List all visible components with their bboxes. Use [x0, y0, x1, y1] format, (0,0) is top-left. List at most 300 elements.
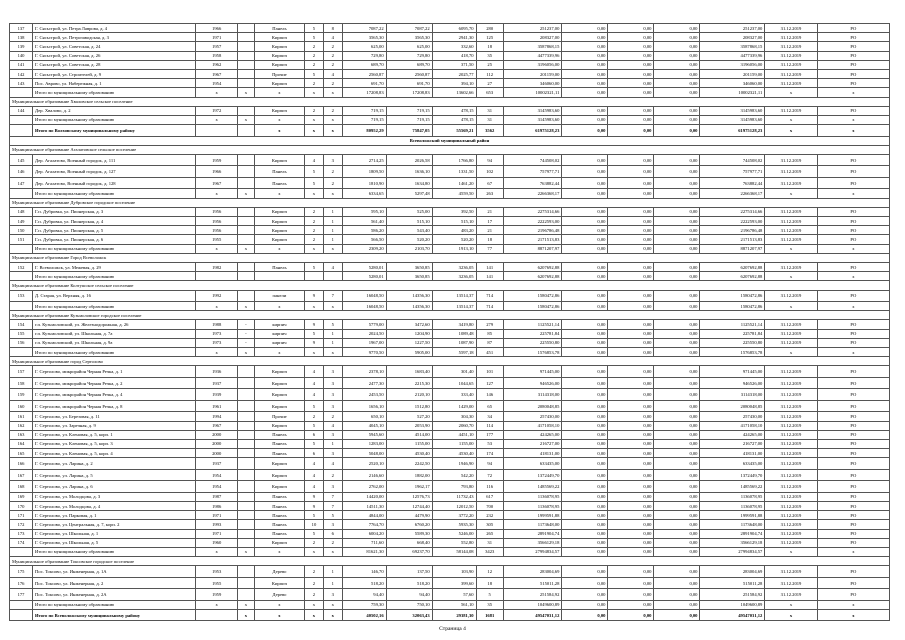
cell-col-1: 156: [10, 338, 33, 347]
cell-col-18: РО: [817, 511, 889, 520]
cell-col-8: 691,70: [342, 79, 386, 88]
cell-col-17: 31.12.2019: [765, 217, 817, 226]
cell-col-14: 0,00: [608, 51, 654, 60]
cell-col-10: 1461,20: [432, 177, 476, 189]
cell-col-5: Кирпич: [254, 51, 304, 60]
cell-col-3: 1955: [196, 235, 238, 244]
cell-col-18: РО: [817, 320, 889, 329]
table-row: [10, 235, 890, 244]
cell-col-18: х: [817, 125, 889, 137]
cell-col-1: 161: [10, 412, 33, 421]
cell-col-16: 346060,00: [700, 79, 765, 88]
cell-col-10: 2025,77: [432, 69, 476, 78]
cell-col-14: 0,00: [608, 469, 654, 481]
cell-col-4: [238, 520, 255, 529]
cell-col-3: 1994: [196, 412, 238, 421]
cell-col-15: 0,00: [654, 430, 700, 439]
cell-col-13: 0,00: [562, 125, 608, 137]
cell-col-11: 617: [476, 492, 503, 501]
cell-col-18: РО: [817, 24, 889, 33]
cell-col-10: 3236,05: [432, 272, 476, 281]
municipality-heading: Муниципальное образование Колтушское сельское поселение: [10, 281, 890, 290]
cell-col-6: 2: [305, 106, 324, 115]
cell-col-5: Кирпич: [254, 79, 304, 88]
cell-col-7: 3: [323, 366, 342, 378]
cell-col-11: 305: [476, 520, 503, 529]
cell-col-5: х: [254, 189, 304, 198]
cell-col-2: Дер. Агалатово, Военный городок, д. 111: [33, 154, 196, 166]
cell-col-5: Панель: [254, 511, 304, 520]
cell-col-15: 0,00: [654, 177, 700, 189]
cell-col-10: 515,10: [432, 217, 476, 226]
cell-col-4: [238, 42, 255, 51]
cell-col-7: 2: [323, 106, 342, 115]
cell-col-4: х: [238, 88, 255, 97]
cell-col-17: х: [765, 302, 817, 311]
cell-col-2: Г. Сертолово, микрорайон Черная Речка, д. 1: [33, 366, 196, 378]
cell-col-15: 0,00: [654, 492, 700, 501]
cell-col-3: х: [196, 600, 238, 609]
cell-col-12: 763882,44: [503, 177, 562, 189]
cell-col-10: 483,20: [432, 226, 476, 235]
cell-col-4: [238, 366, 255, 378]
cell-col-12: 27994834,57: [503, 547, 562, 556]
cell-col-10: 332,60: [432, 42, 476, 51]
cell-col-11: 714: [476, 302, 503, 311]
cell-col-10: 6095,70: [432, 24, 476, 33]
cell-col-12: 418131,00: [503, 449, 562, 458]
cell-col-16: 2222593,00: [700, 217, 765, 226]
cell-col-18: РО: [817, 400, 889, 412]
cell-col-12: 2266368,17: [503, 189, 562, 198]
cell-col-4: [238, 33, 255, 42]
cell-col-13: 0,00: [562, 458, 608, 470]
cell-col-4: [238, 51, 255, 60]
cell-col-17: х: [765, 115, 817, 124]
cell-col-6: 2: [305, 217, 324, 226]
cell-col-10: 392,50: [432, 207, 476, 216]
cell-col-13: 0,00: [562, 42, 608, 51]
cell-col-12: 225550,80: [503, 338, 562, 347]
cell-col-3: х: [196, 347, 238, 356]
cell-col-10: 561,10: [432, 600, 476, 609]
cell-col-11: 232: [476, 511, 503, 520]
cell-col-8: 2309,20: [342, 244, 386, 253]
cell-col-14: 0,00: [608, 177, 654, 189]
cell-col-9: 527,20: [386, 412, 432, 421]
cell-col-12: 1372449,70: [503, 469, 562, 481]
cell-col-17: 31.12.2019: [765, 60, 817, 69]
cell-col-5: Кирпич: [254, 235, 304, 244]
cell-col-4: -: [238, 329, 255, 338]
cell-col-1: 167: [10, 469, 33, 481]
cell-col-18: РО: [817, 377, 889, 389]
table-row: [10, 329, 890, 338]
cell-col-13: 0,00: [562, 320, 608, 329]
cell-col-4: [238, 421, 255, 430]
cell-col-1: 171: [10, 511, 33, 520]
cell-col-3: 1959: [196, 589, 238, 601]
cell-col-6: х: [305, 609, 324, 621]
cell-col-1: 174: [10, 538, 33, 547]
cell-col-3: 2000: [196, 439, 238, 448]
cell-col-17: х: [765, 125, 817, 137]
table-row: [10, 262, 890, 271]
cell-col-15: 0,00: [654, 42, 700, 51]
cell-col-18: РО: [817, 154, 889, 166]
cell-col-18: РО: [817, 566, 889, 578]
cell-col-14: 0,00: [608, 272, 654, 281]
cell-col-8: 2714,25: [342, 154, 386, 166]
cell-col-10: 1044,65: [432, 377, 476, 389]
cell-col-6: 9: [305, 501, 324, 510]
cell-col-17: 31.12.2019: [765, 154, 817, 166]
cell-col-1: [10, 302, 33, 311]
cell-col-5: Панель: [254, 501, 304, 510]
cell-col-12: 1173648,00: [503, 520, 562, 529]
cell-col-7: 1: [323, 235, 342, 244]
cell-col-17: х: [765, 347, 817, 356]
cell-col-18: РО: [817, 177, 889, 189]
cell-col-10: 478,15: [432, 106, 476, 115]
cell-col-8: 2024,50: [342, 329, 386, 338]
cell-col-2: Г. Сертолово, ул. Кленовая, д. 5, корп. 1: [33, 430, 196, 439]
cell-col-8: 9770,50: [342, 347, 386, 356]
cell-col-16: 216727,00: [700, 439, 765, 448]
cell-col-13: 0,00: [562, 262, 608, 271]
cell-col-8: 518,20: [342, 577, 386, 589]
municipality-heading-row: [10, 97, 890, 106]
cell-col-7: 5: [323, 511, 342, 520]
cell-col-9: 1962,17: [386, 481, 432, 493]
cell-col-8: 2560,87: [342, 69, 386, 78]
cell-col-18: РО: [817, 60, 889, 69]
cell-col-11: 18: [476, 42, 503, 51]
cell-col-10: 13514,37: [432, 302, 476, 311]
cell-col-12: 1136078,95: [503, 492, 562, 501]
cell-col-3: х: [196, 302, 238, 311]
table-row: [10, 51, 890, 60]
cell-col-11: 141: [476, 262, 503, 271]
cell-col-6: х: [305, 600, 324, 609]
cell-col-8: 566,50: [342, 235, 386, 244]
cell-col-15: 0,00: [654, 33, 700, 42]
cell-col-14: 0,00: [608, 458, 654, 470]
cell-col-15: 0,00: [654, 207, 700, 216]
cell-col-13: 0,00: [562, 217, 608, 226]
cell-col-4: -: [238, 338, 255, 347]
cell-col-11: 12: [476, 566, 503, 578]
cell-col-16: 225550,80: [700, 338, 765, 347]
cell-col-16: 971445,00: [700, 366, 765, 378]
cell-col-1: 144: [10, 106, 33, 115]
cell-col-13: 0,00: [562, 338, 608, 347]
cell-col-17: 31.12.2019: [765, 520, 817, 529]
cell-col-16: 2171513,83: [700, 235, 765, 244]
cell-col-1: 169: [10, 492, 33, 501]
cell-col-5: х: [254, 88, 304, 97]
cell-col-18: РО: [817, 51, 889, 60]
cell-col-10: 1946,90: [432, 458, 476, 470]
cell-col-17: 31.12.2019: [765, 290, 817, 302]
cell-col-7: х: [323, 609, 342, 621]
cell-col-9: 520,20: [386, 235, 432, 244]
cell-col-4: [238, 511, 255, 520]
cell-col-2: Г. Сертолово, ул. Школьная, д. 5: [33, 538, 196, 547]
cell-col-8: 6004,20: [342, 529, 386, 538]
cell-col-3: 1992: [196, 290, 238, 302]
cell-col-14: 0,00: [608, 439, 654, 448]
subtotal-row: [10, 272, 890, 281]
cell-col-3: 1966: [196, 166, 238, 178]
cell-col-5: Панель: [254, 24, 304, 33]
cell-col-11: 53: [476, 439, 503, 448]
cell-col-18: РО: [817, 33, 889, 42]
cell-col-13: 0,00: [562, 60, 608, 69]
cell-col-14: 0,00: [608, 189, 654, 198]
cell-col-18: РО: [817, 481, 889, 493]
cell-col-8: 719,15: [342, 115, 386, 124]
cell-col-17: 31.12.2019: [765, 430, 817, 439]
cell-col-4: [238, 469, 255, 481]
cell-col-1: 145: [10, 154, 33, 166]
cell-col-7: х: [323, 547, 342, 556]
cell-col-9: 691,70: [386, 79, 432, 88]
cell-col-15: 0,00: [654, 290, 700, 302]
cell-col-3: 1960: [196, 538, 238, 547]
cell-col-15: 0,00: [654, 88, 700, 97]
cell-col-3: 1937: [196, 458, 238, 470]
cell-col-15: 0,00: [654, 60, 700, 69]
cell-col-15: 0,00: [654, 366, 700, 378]
cell-col-6: 5: [305, 400, 324, 412]
cell-col-9: 75847,05: [386, 125, 432, 137]
cell-col-7: 1: [323, 577, 342, 589]
cell-col-16: 3145983,60: [700, 115, 765, 124]
cell-col-14: 0,00: [608, 125, 654, 137]
cell-col-14: 0,00: [608, 69, 654, 78]
cell-col-6: 5: [305, 262, 324, 271]
cell-col-1: 160: [10, 400, 33, 412]
cell-col-7: 1: [323, 566, 342, 578]
cell-col-4: [238, 538, 255, 547]
cell-col-1: 165: [10, 449, 33, 458]
cell-col-11: 21: [476, 207, 503, 216]
cell-col-11: 35: [476, 600, 503, 609]
cell-col-13: 0,00: [562, 430, 608, 439]
subtotal-row: [10, 189, 890, 198]
cell-col-16: 8871207,97: [700, 244, 765, 253]
cell-col-8: 3565,30: [342, 33, 386, 42]
cell-col-18: РО: [817, 329, 889, 338]
cell-col-3: 1971: [196, 529, 238, 538]
cell-col-15: 0,00: [654, 79, 700, 88]
cell-col-12: 3145983,60: [503, 106, 562, 115]
cell-col-7: 2: [323, 79, 342, 88]
cell-col-4: [238, 389, 255, 401]
cell-col-9: 6760,20: [386, 520, 432, 529]
cell-col-3: 1967: [196, 177, 238, 189]
table-row: [10, 566, 890, 578]
cell-col-10: 1089,48: [432, 329, 476, 338]
cell-col-14: 0,00: [608, 492, 654, 501]
subtotal-row: [10, 547, 890, 556]
cell-col-15: 0,00: [654, 106, 700, 115]
cell-col-16: 515011,28: [700, 577, 765, 589]
subtotal-row: [10, 244, 890, 253]
cell-col-3: 1956: [196, 207, 238, 216]
cell-col-12: 4477339,96: [503, 51, 562, 60]
cell-col-1: [10, 347, 33, 356]
cell-col-15: 0,00: [654, 154, 700, 166]
cell-col-6: 6: [305, 430, 324, 439]
cell-col-13: 0,00: [562, 469, 608, 481]
cell-col-10: 13602,66: [432, 88, 476, 97]
cell-col-7: 4: [323, 69, 342, 78]
cell-col-8: 94,40: [342, 589, 386, 601]
cell-col-9: 3650,85: [386, 262, 432, 271]
cell-col-1: 175: [10, 566, 33, 578]
cell-col-9: 17208,83: [386, 88, 432, 97]
cell-col-16: 3566129,18: [700, 538, 765, 547]
cell-col-3: 1987: [196, 492, 238, 501]
cell-col-11: 5: [476, 589, 503, 601]
cell-col-15: 0,00: [654, 412, 700, 421]
cell-col-15: 0,00: [654, 166, 700, 178]
subtotal-row: [10, 347, 890, 356]
cell-col-5: Кирпич: [254, 481, 304, 493]
cell-col-3: 1957: [196, 42, 238, 51]
cell-col-11: 35: [476, 51, 503, 60]
cell-col-4: х: [238, 302, 255, 311]
cell-col-14: 0,00: [608, 577, 654, 589]
cell-col-6: х: [305, 302, 324, 311]
cell-col-17: 31.12.2019: [765, 33, 817, 42]
cell-col-9: 5905,00: [386, 347, 432, 356]
cell-col-14: 0,00: [608, 347, 654, 356]
cell-col-11: 21: [476, 226, 503, 235]
cell-col-3: 1971: [196, 33, 238, 42]
cell-col-16: 1173648,00: [700, 520, 765, 529]
cell-col-8: 1967,00: [342, 338, 386, 347]
cell-col-6: 9: [305, 290, 324, 302]
cell-col-2: Пос. Токсово, ул. Инженерная, д. 2А: [33, 589, 196, 601]
cell-col-2: Итого по муниципальному образованию: [33, 547, 196, 556]
cell-col-13: 0,00: [562, 33, 608, 42]
cell-col-18: РО: [817, 217, 889, 226]
cell-col-6: х: [305, 244, 324, 253]
cell-col-2: Г. Сертолово, ул. Кленовая, д. 5, корп. 4: [33, 449, 196, 458]
cell-col-8: 5280,01: [342, 272, 386, 281]
cell-col-13: 0,00: [562, 24, 608, 33]
cell-col-5: Панель: [254, 177, 304, 189]
cell-col-2: Г. Сертолово, ул. Молодцова, д. 3: [33, 492, 196, 501]
cell-col-6: 5: [305, 24, 324, 33]
table-row: [10, 389, 890, 401]
cell-col-14: 0,00: [608, 389, 654, 401]
cell-col-17: 31.12.2019: [765, 235, 817, 244]
cell-col-11: 102: [476, 166, 503, 178]
cell-col-16: 763882,44: [700, 177, 765, 189]
cell-col-5: Кирпич: [254, 60, 304, 69]
cell-col-16: 3114318,00: [700, 389, 765, 401]
cell-col-11: 3423: [476, 547, 503, 556]
cell-col-10: 4530,40: [432, 449, 476, 458]
cell-col-4: [238, 106, 255, 115]
district-heading-row: [10, 136, 890, 145]
cell-col-5: кирпич: [254, 338, 304, 347]
cell-col-2: Г. Сертолово, ул. Ларина, д. 5: [33, 469, 196, 481]
cell-col-18: х: [817, 272, 889, 281]
cell-col-1: 155: [10, 329, 33, 338]
cell-col-9: 7087,22: [386, 24, 432, 33]
table-row: [10, 42, 890, 51]
cell-col-2: Г. Сертолово, ул. Березовая, д. 11: [33, 412, 196, 421]
cell-col-17: 31.12.2019: [765, 226, 817, 235]
cell-col-8: 5945,60: [342, 430, 386, 439]
cell-col-3: 2000: [196, 430, 238, 439]
table-row: [10, 439, 890, 448]
cell-col-16: 1372449,70: [700, 469, 765, 481]
cell-col-15: 0,00: [654, 520, 700, 529]
cell-col-18: РО: [817, 529, 889, 538]
cell-col-10: 57,60: [432, 589, 476, 601]
table-row: [10, 24, 890, 33]
cell-col-5: Прочие: [254, 69, 304, 78]
cell-col-7: 3: [323, 589, 342, 601]
cell-col-13: 0,00: [562, 600, 608, 609]
cell-col-9: 1204,90: [386, 329, 432, 338]
cell-col-9: 1155,00: [386, 439, 432, 448]
cell-col-14: 0,00: [608, 511, 654, 520]
municipality-heading-row: [10, 198, 890, 207]
table-row: [10, 577, 890, 589]
cell-col-8: 5779,00: [342, 320, 386, 329]
cell-col-8: 6334,65: [342, 189, 386, 198]
cell-col-8: 81621,30: [342, 547, 386, 556]
cell-col-14: 0,00: [608, 262, 654, 271]
cell-col-8: 14511,30: [342, 501, 386, 510]
cell-col-12: 61975128,23: [503, 125, 562, 137]
cell-col-18: РО: [817, 79, 889, 88]
cell-col-6: 4: [305, 458, 324, 470]
cell-col-12: 10002321,11: [503, 88, 562, 97]
cell-col-12: 1485569,22: [503, 481, 562, 493]
cell-col-1: 142: [10, 69, 33, 78]
cell-col-15: 0,00: [654, 302, 700, 311]
cell-col-17: 31.12.2019: [765, 400, 817, 412]
cell-col-4: х: [238, 244, 255, 253]
cell-col-3: 1973: [196, 338, 238, 347]
cell-col-9: 729,80: [386, 51, 432, 60]
cell-col-3: х: [196, 115, 238, 124]
cell-col-8: 1809,50: [342, 166, 386, 178]
cell-col-3: 1972: [196, 106, 238, 115]
cell-col-11: 451: [476, 347, 503, 356]
cell-col-5: Панель: [254, 439, 304, 448]
municipality-heading: Муниципальное образование Агалатовское сельское поселение: [10, 145, 890, 154]
cell-col-6: 4: [305, 366, 324, 378]
cell-col-10: 1155,00: [432, 439, 476, 448]
cell-col-3: 1962: [196, 60, 238, 69]
cell-col-14: 0,00: [608, 529, 654, 538]
table-row: [10, 529, 890, 538]
cell-col-4: [238, 226, 255, 235]
table-row: [10, 154, 890, 166]
cell-col-9: 625,00: [386, 42, 432, 51]
cell-col-13: 0,00: [562, 421, 608, 430]
cell-col-8: 561,40: [342, 217, 386, 226]
